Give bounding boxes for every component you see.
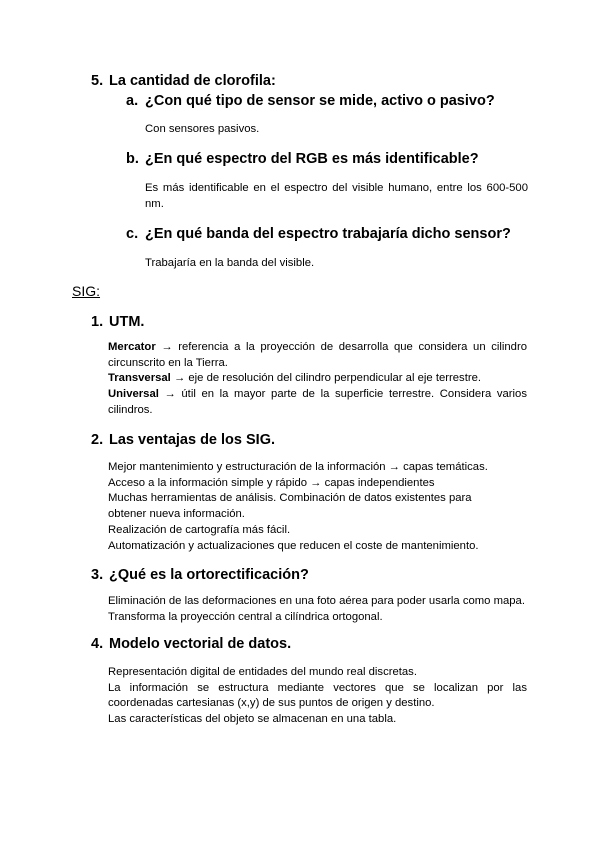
sig-2-body	[108, 460, 527, 554]
sig-3-title: ¿Qué es la ortorectificación?	[109, 567, 309, 583]
vector-model-line: La información se estructura mediante vectores que se localizan por las coordenadas cartesianas (x,y) de sus puntos de origen y destino.	[108, 681, 527, 710]
question-5-title: La cantidad de clorofila:	[109, 73, 276, 89]
vector-model-line: Representación digital de entidades del mundo real discretas.	[108, 666, 417, 678]
sig-3-answer: Eliminación de las deformaciones en una foto aérea para poder usarla como mapa. Transforma la proyección central a cilíndrica ortogonal.	[108, 595, 525, 623]
answer-5c: Trabajaría en la banda del visible.	[145, 257, 315, 269]
advantage-line: Mejor mantenimiento y estructuración de la información → capas temáticas.	[108, 461, 488, 473]
question-5a-letter: a.	[126, 93, 139, 109]
sig-2-heading	[91, 432, 275, 448]
sig-3-number: 3.	[91, 567, 104, 583]
vector-model-line: Las características del objeto se almacenan en una tabla.	[108, 713, 397, 726]
sig-section-label: SIG:	[72, 283, 101, 299]
question-5b-text: ¿En qué espectro del RGB es más identificable?	[145, 151, 479, 167]
universal-term: Universal	[108, 388, 159, 401]
question-5a-heading	[126, 93, 495, 109]
universal-paragraph	[108, 387, 527, 418]
question-5c-text: ¿En qué banda del espectro trabajaría dicho sensor?	[145, 226, 511, 242]
mercator-term: Mercator	[108, 341, 156, 353]
sig-4-heading	[91, 636, 291, 652]
sig-1-body	[108, 340, 527, 419]
universal-text: → útil en la mayor parte de la superficie terrestre. Considera varios cilindros.	[108, 388, 527, 416]
sig-4-body	[108, 665, 527, 728]
question-5a-text: ¿Con qué tipo de sensor se mide, activo o pasivo?	[145, 93, 495, 109]
transversal-term: Transversal	[108, 372, 171, 385]
advantage-line: Automatización y actualizaciones que reducen el coste de mantenimiento.	[108, 539, 479, 552]
advantage-line: Muchas herramientas de análisis. Combinación de datos existentes para obtener nueva información.	[108, 492, 472, 521]
question-5b-letter: b.	[126, 151, 139, 167]
transversal-paragraph	[108, 371, 527, 387]
mercator-paragraph	[108, 340, 527, 371]
advantage-line: Realización de cartografía más fácil.	[108, 523, 291, 536]
question-5c-letter: c.	[126, 226, 139, 242]
sig-4-title: Modelo vectorial de datos.	[109, 636, 292, 652]
question-5b-heading	[126, 151, 479, 167]
answer-5b: Es más identificable en el espectro del visible humano, entre los 600-500 nm.	[145, 182, 528, 210]
transversal-text: → eje de resolución del cilindro perpendicular al eje terrestre.	[170, 372, 482, 385]
sig-1-heading	[91, 314, 144, 330]
answer-5a: Con sensores pasivos.	[145, 123, 260, 135]
question-5c-heading	[126, 226, 511, 242]
advantage-line: Acceso a la información simple y rápido → capas independientes	[108, 476, 435, 489]
question-5-number: 5.	[91, 73, 104, 89]
sig-2-number: 2.	[91, 432, 104, 448]
sig-2-title: Las ventajas de los SIG.	[109, 432, 276, 448]
sig-4-number: 4.	[91, 636, 104, 652]
mercator-text: → referencia a la proyección de desarrolla que considera un cilindro circunscrito en la Tierra.	[108, 341, 527, 369]
sig-1-number: 1.	[91, 314, 104, 330]
question-5-heading	[91, 73, 276, 89]
sig-1-title: UTM.	[109, 314, 145, 330]
sig-3-heading	[91, 567, 309, 583]
